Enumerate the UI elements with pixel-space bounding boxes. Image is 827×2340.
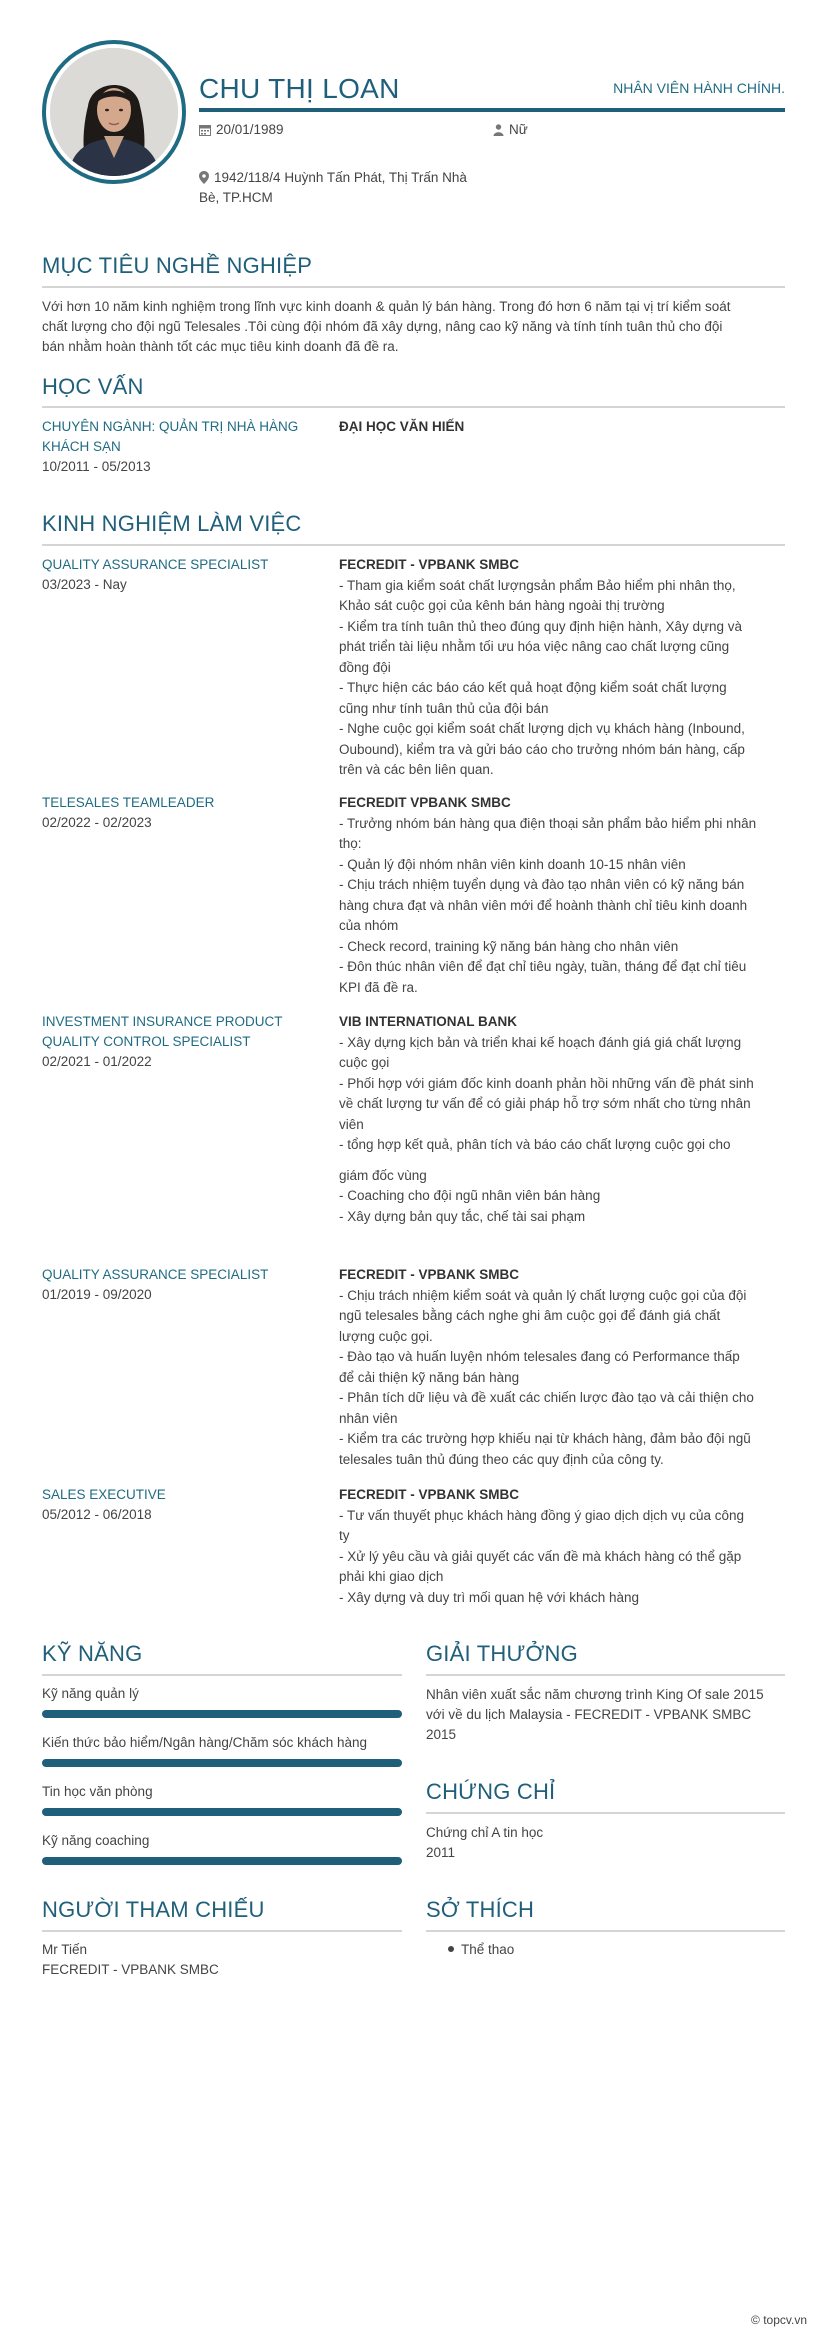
skills-divider <box>42 1674 402 1676</box>
experience-detail-4 <box>339 1265 785 1470</box>
education-school-block <box>339 417 785 438</box>
references-heading: NGƯỜI THAM CHIẾU <box>42 1897 265 1922</box>
experience-position-2 <box>42 793 322 833</box>
experience-detail-1 <box>339 555 785 781</box>
gender: Nữ <box>509 122 528 137</box>
position-title: INVESTMENT INSURANCE PRODUCT QUALITY CONTROL SPECIALIST <box>42 1014 283 1049</box>
experience-position-3 <box>42 1012 312 1072</box>
education-dates: 10/2011 - 05/2013 <box>42 459 151 474</box>
gender-row <box>493 120 528 140</box>
certificate-entry <box>426 1823 785 1863</box>
references-divider <box>42 1930 402 1932</box>
bullet-icon <box>448 1946 454 1952</box>
experience-divider <box>42 544 785 546</box>
avatar <box>50 48 178 176</box>
company-name: FECREDIT - VPBANK SMBC <box>339 1487 520 1502</box>
experience-detail-3 <box>339 1012 785 1227</box>
header-rule <box>199 108 785 112</box>
award-line: với về du lịch Malaysia - FECREDIT - VPBANK SMBC <box>426 1707 752 1722</box>
footer-brand: © topcv.vn <box>751 2313 807 2327</box>
job-description: - Trưởng nhóm bán hàng qua điện thoại sản phẩm bảo hiểm phi nhân thọ: - Quản lý đội nhóm nhân viên kinh doanh 10-15 nhân viên - Chịu trách nhiệm tuyển dụng và đào tạo nhân viên có kỹ năng bán hàng chưa đạt và nhân viên mới để hoành thành chỉ tiêu kinh doanh của nhóm - Check record, training kỹ năng bán hàng cho nhân viên - Đôn thúc nhân viên để đạt chỉ tiêu ngày, tuần, tháng để đạt chỉ tiêu KPI đã đề ra. <box>339 815 757 995</box>
awards-divider <box>426 1674 785 1676</box>
awards-heading: GIẢI THƯỞNG <box>426 1641 578 1666</box>
location-pin-icon <box>199 171 209 184</box>
skill-name: Kỹ năng quản lý <box>42 1686 139 1701</box>
skill-name: Kỹ năng coaching <box>42 1833 150 1848</box>
experience-position-4 <box>42 1265 322 1305</box>
company-name: FECREDIT VPBANK SMBC <box>339 795 511 810</box>
objective-text <box>42 297 792 357</box>
skills-heading: KỸ NĂNG <box>42 1641 143 1666</box>
certificates-heading: CHỨNG CHỈ <box>426 1779 556 1804</box>
hobbies-divider <box>426 1930 785 1932</box>
position-title: QUALITY ASSURANCE SPECIALIST <box>42 1267 269 1282</box>
birthdate-row <box>199 120 284 140</box>
company-name: VIB INTERNATIONAL BANK <box>339 1014 517 1029</box>
address-line1: 1942/118/4 Huỳnh Tấn Phát, Thị Trấn Nhà <box>214 170 467 185</box>
experience-position-5 <box>42 1485 322 1525</box>
job-description: - Tham gia kiểm soát chất lượngsản phẩm Bảo hiểm phi nhân thọ, Khảo sát cuộc gọi của kênh bán hàng ngoài thị trường - Kiểm tra tính tuân thủ theo đúng quy định hiện hành, Xây dựng và phát triển tài liệu nhằm tối ưu hóa việc nâng cao chất lượng cũng đồng đội - Thực hiện các báo cáo kết quả hoạt động kiểm soát chất lượng cũng như tính tuân thủ của đội bán - Nghe cuộc gọi kiểm soát chất lượng dịch vụ khách hàng (Inbound, Oubound), kiểm tra và gửi báo cáo cho trưởng nhóm bán hàng, cấp trên và các bên liên quan. <box>339 577 745 777</box>
objective-heading: MỤC TIÊU NGHỀ NGHIỆP <box>42 253 313 278</box>
reference-name: Mr Tiến <box>42 1942 88 1957</box>
address-row <box>199 168 519 208</box>
education-heading: HỌC VẤN <box>42 374 144 399</box>
job-description-continued: giám đốc vùng - Coaching cho đội ngũ nhân viên bán hàng - Xây dựng bản quy tắc, chế tài sai phạm <box>339 1167 601 1224</box>
education-entry <box>42 417 322 477</box>
job-description: - Xây dựng kịch bản và triển khai kế hoạch đánh giá giá chất lượng cuộc gọi - Phối hợp với giám đốc kinh doanh phản hồi những vấn đề phát sinh về chất lượng tư vấn để có giải pháp hỗ trợ sớm nhất cho từng nhân viên - tổng hợp kết quả, phân tích và báo cáo chất lượng cuộc gọi cho <box>339 1034 754 1152</box>
position-dates: 01/2019 - 09/2020 <box>42 1287 152 1302</box>
company-name: FECREDIT - VPBANK SMBC <box>339 557 520 572</box>
awards-text <box>426 1685 796 1745</box>
reference-company: FECREDIT - VPBANK SMBC <box>42 1962 219 1977</box>
education-school: ĐẠI HỌC VĂN HIẾN <box>339 419 465 434</box>
certificate-name: Chứng chỉ A tin học <box>426 1825 544 1840</box>
reference-entry <box>42 1940 402 1980</box>
person-icon <box>493 124 504 136</box>
position-title: SALES EXECUTIVE <box>42 1487 166 1502</box>
job-description: - Tư vấn thuyết phục khách hàng đồng ý giao dịch dịch vụ của công ty - Xử lý yêu cầu và giải quyết các vấn đề mà khách hàng có thể gặp phải khi giao dịch - Xây dựng và duy trì mối quan hệ với khách hàng <box>339 1507 745 1605</box>
profile-photo <box>50 48 178 176</box>
hobbies-list <box>426 1940 785 1960</box>
objective-line: bán nhằm hoàn thành tốt các mục tiêu kinh doanh đã đề ra. <box>42 339 399 354</box>
skill-name: Tin học văn phòng <box>42 1784 153 1799</box>
education-major: CHUYÊN NGÀNH: QUẢN TRỊ NHÀ HÀNG KHÁCH SẠN <box>42 419 299 454</box>
certificate-year: 2011 <box>426 1845 456 1860</box>
skill-level-bar <box>42 1759 402 1767</box>
birthdate: 20/01/1989 <box>216 122 284 137</box>
skill-name: Kiến thức bảo hiểm/Ngân hàng/Chăm sóc khách hàng <box>42 1735 367 1750</box>
company-name: FECREDIT - VPBANK SMBC <box>339 1267 520 1282</box>
skill-item <box>42 1782 402 1802</box>
address-line2: Bè, TP.HCM <box>199 190 273 205</box>
objective-divider <box>42 286 785 288</box>
skill-item <box>42 1831 402 1851</box>
hobby-item: Thể thao <box>461 1942 515 1957</box>
experience-heading: KINH NGHIỆM LÀM VIỆC <box>42 511 302 536</box>
position-dates: 02/2022 - 02/2023 <box>42 815 152 830</box>
position-title: QUALITY ASSURANCE SPECIALIST <box>42 557 269 572</box>
skill-level-bar <box>42 1710 402 1718</box>
skill-level-bar <box>42 1857 402 1865</box>
hobbies-heading: SỞ THÍCH <box>426 1897 535 1922</box>
job-title: NHÂN VIÊN HÀNH CHÍNH. <box>613 80 785 96</box>
education-divider <box>42 406 785 408</box>
award-line: 2015 <box>426 1727 457 1742</box>
position-title: TELESALES TEAMLEADER <box>42 795 215 810</box>
award-line: Nhân viên xuất sắc năm chương trình King Of sale 2015 <box>426 1687 764 1702</box>
position-dates: 03/2023 - Nay <box>42 577 127 592</box>
skill-level-bar <box>42 1808 402 1816</box>
position-dates: 02/2021 - 01/2022 <box>42 1054 152 1069</box>
objective-line: Với hơn 10 năm kinh nghiệm trong lĩnh vực kinh doanh & quản lý bán hàng. Trong đó hơn 6 năm tại vị trí kiểm soát <box>42 299 731 314</box>
experience-detail-2 <box>339 793 785 998</box>
skill-item <box>42 1733 402 1753</box>
objective-line: chất lượng cho đội ngũ Telesales .Tôi cùng đội nhóm đã xây dựng, nâng cao kỹ năng và tính tính tuân thủ cho đội <box>42 319 723 334</box>
experience-detail-5 <box>339 1485 785 1608</box>
experience-position-1 <box>42 555 322 595</box>
certificates-divider <box>426 1812 785 1814</box>
skill-item <box>42 1684 402 1704</box>
candidate-name: CHU THỊ LOAN <box>199 73 400 104</box>
position-dates: 05/2012 - 06/2018 <box>42 1507 152 1522</box>
job-description: - Chịu trách nhiệm kiểm soát và quản lý chất lượng cuộc gọi của đội ngũ telesales bằng cách nghe ghi âm cuộc gọi để đánh giá chất lượng cuộc gọi. - Đào tạo và huấn luyện nhóm telesales đang có Performance thấp để cải thiện kỹ năng bán hàng - Phân tích dữ liệu và đề xuất các chiến lược đào tạo và cải thiện cho nhân viên - Kiểm tra các trường hợp khiếu nại từ khách hàng, đảm bảo đội ngũ telesales tuân thủ đúng theo các quy định của công ty. <box>339 1287 754 1467</box>
calendar-icon <box>199 124 211 136</box>
